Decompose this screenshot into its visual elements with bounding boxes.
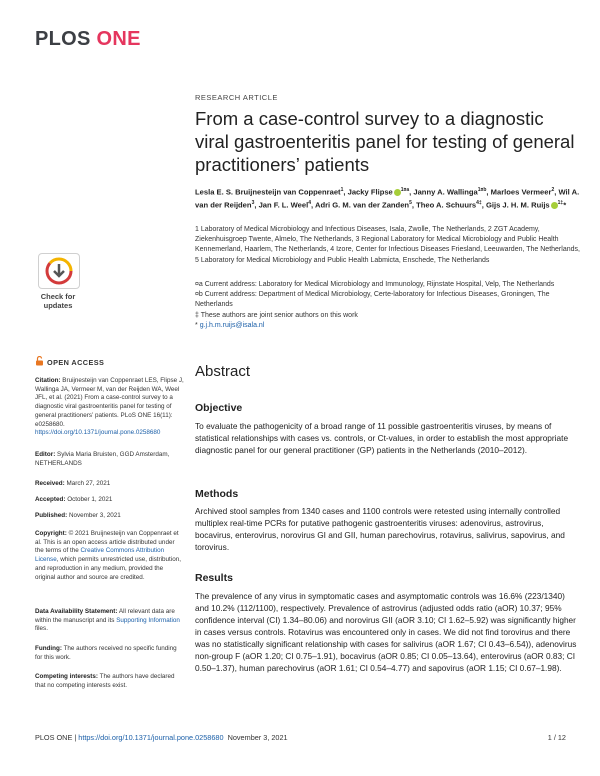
orcid-icon[interactable] <box>551 202 558 209</box>
funding-label: Funding: <box>35 645 62 652</box>
methods-heading: Methods <box>195 488 239 500</box>
open-lock-icon <box>35 356 44 365</box>
author-name: Jan F. L. Weel <box>258 200 309 210</box>
license-link[interactable]: Creative Commons Attribution License <box>35 547 165 564</box>
copyright-post: , which permits unrestricted use, distribution, and reproduction in any medium, provided the original author and source are credited. <box>35 556 181 581</box>
citation <box>35 377 185 438</box>
check-text-line1: Check for <box>40 292 76 301</box>
funding-text: The authors received no specific funding for this work. <box>35 645 177 661</box>
received-label: Received: <box>35 480 65 487</box>
objective-heading: Objective <box>195 402 243 414</box>
citation-text: Bruijnesteijn van Coppenraet LES, Flipse J, Wallinga JA, Vermeer M, van der Reijden WA, Weel JFL, et al. (2021) From a case-control survey to a diagnostic viral gastroenteritis panel for testing of general practitioners’ patients. PLoS ONE 16(11): e0258680. <box>35 377 184 428</box>
check-text-line2: updates <box>43 301 73 310</box>
author-separator: , <box>343 187 348 197</box>
journal-logo <box>35 28 141 51</box>
citation-doi-link[interactable]: https://doi.org/10.1371/journal.pone.0258680 <box>35 429 161 437</box>
footer <box>35 733 288 742</box>
editor-text: Sylvia Maria Bruisten, GGD Amsterdam, NETHERLANDS <box>35 451 170 467</box>
affiliations: 1 Laboratory of Medical Microbiology and Infectious Diseases, Isala, Zwolle, The Netherlands, 2 ZGT Academy, Ziekenhuisgroep Twente, Almelo, The Netherlands, 3 Regional Laboratory for Medical Microbiology and Public Health Kennemerland, Haarlem, The Netherlands, 4 Izore, Center for Infectious Diseases Friesland, Leeuwarden, The Netherlands, 5 Laboratory for Medical Microbiology and Public Health Labmicta, Enschede, The Netherlands <box>195 226 580 264</box>
check-for-updates-badge[interactable] <box>38 253 78 310</box>
author-affiliation-sup: 5 <box>409 200 412 207</box>
joint-senior-note: ‡ These authors are joint senior authors on this work <box>195 311 358 319</box>
email-link[interactable]: g.j.h.m.ruijs@isala.nl <box>199 321 265 329</box>
data-pre: All relevant data are within the manuscript and its <box>35 608 175 624</box>
logo-plos: PLOS <box>35 28 91 50</box>
accepted <box>35 496 185 505</box>
logo-one: ONE <box>96 28 141 50</box>
author-name: Lesla E. S. Bruijnesteijn van Coppenraet <box>195 187 341 197</box>
check-updates-icon <box>38 253 80 289</box>
author-name: Theo A. Schuurs <box>416 200 477 210</box>
published-label: Published: <box>35 512 68 519</box>
author-affiliation-sup: 3 <box>251 200 255 207</box>
author-name: Janny A. Wallinga <box>413 187 478 197</box>
citation-label: Citation: <box>35 377 61 384</box>
abstract-heading: Abstract <box>195 363 251 380</box>
author-affiliation-sup: 1¤a <box>400 187 410 193</box>
author-separator: , <box>486 187 491 197</box>
author-separator: , <box>554 187 559 197</box>
author-list <box>195 185 580 211</box>
copyright <box>35 530 185 582</box>
author-separator: , <box>481 200 486 210</box>
open-access <box>35 356 104 367</box>
author-separator: , <box>409 187 414 197</box>
article-title: From a case-control survey to a diagnostic viral gastroenteritis panel for testing of general practitioners’ patients <box>195 108 575 175</box>
competing-text: The authors have declared that no competing interests exist. <box>35 673 175 689</box>
competing-label: Competing interests: <box>35 673 98 680</box>
copyright-pre: © 2021 Bruijnesteijn van Coppenraet et al. This is an open access article distributed under the terms of the <box>35 530 179 555</box>
results-text: The prevalence of any virus in symptomatic cases and asymptomatic controls was 16.6% (223/1340) and 10.2% (112/1100), respectively. Prevalence of astrovirus (adjusted odds ratio (aOR) 10.37; 95% confidence interval (CI) 1.34–80.06) and norovirus GII (aOR 3.10; CI 1.62–5.92) was significantly higher in cases versus controls. Rotavirus was encountered only in cases. We did not find torovirus and there was no statistically significant relationship with cases for salivirus (aOR 1.67; CI 0.43–6.54)), adenovirus non-group F (aOR 1.20; CI 0.75–1.91), bocavirus (aOR 0.85; CI 0.05–13.64), enterovirus (aOR 0.83; CI 0.50–1.37), human parechovirus (aOR 1.61; CI 0.54–4.77) and sapovirus (aOR 1.15; CI 0.67–1.98). <box>195 591 577 673</box>
author-affiliation-sup: 2 <box>551 187 555 193</box>
editor-label: Editor: <box>35 451 56 458</box>
data-label: Data Availability Statement: <box>35 608 118 615</box>
open-access-label: OPEN ACCESS <box>47 358 105 367</box>
accepted-label: Accepted: <box>35 496 66 503</box>
author-name: Adri G. M. van der Zanden <box>314 200 410 210</box>
funding <box>35 645 185 662</box>
author-affiliation-sup: 4 <box>308 200 312 207</box>
received-date: March 27, 2021 <box>66 480 111 487</box>
footer-doi-link[interactable]: https://doi.org/10.1371/journal.pone.0258680 <box>78 733 224 742</box>
results-heading: Results <box>195 572 233 584</box>
author-affiliation-sup: 1‡ <box>557 200 564 207</box>
author-affiliation-sup: 4‡ <box>476 200 482 207</box>
current-address-a: ¤a Current address: Laboratory for Medical Microbiology and Immunology, Rijnstate Hospital, Velp, The Netherlands <box>195 281 555 288</box>
author-affiliation-sup: 1¤b <box>477 187 487 193</box>
author-affiliation-sup: 1 <box>340 187 344 193</box>
author-notes <box>195 280 580 331</box>
author-name: Wil A. van der Reijden <box>195 187 580 210</box>
page-number: 1 / 12 <box>547 733 566 742</box>
received <box>35 480 185 489</box>
supporting-info-link[interactable]: Supporting Information <box>116 616 180 624</box>
author-separator: , <box>411 200 417 210</box>
objective-text: To evaluate the pathogenicity of a broad range of 11 possible gastroenteritis viruses, by means of statistical relationships with cases vs. controls, or Ct-values, in order to establish the most appropriate diagnostic panel for our general practitioner (GP) patients in the Netherlands (2010–2012). <box>195 421 569 455</box>
article-type: RESEARCH ARTICLE <box>195 93 278 102</box>
copyright-label: Copyright: <box>35 530 67 537</box>
editor <box>35 451 185 468</box>
footer-date: November 3, 2021 <box>227 733 288 742</box>
author-name: Marloes Vermeer <box>490 187 552 197</box>
current-address-b: ¤b Current address: Department of Medical Microbiology, Certe-laboratory for Infectious Diseases, Groningen, The Netherlands <box>195 291 550 309</box>
corresponding-asterisk: * <box>563 200 567 210</box>
orcid-icon[interactable] <box>394 189 401 196</box>
published <box>35 512 185 521</box>
data-post: files. <box>35 625 48 633</box>
asterisk: * <box>195 321 198 329</box>
data-availability <box>35 608 185 634</box>
author-name: Gijs J. H. M. Ruijs <box>485 200 550 210</box>
author-name: Jacky Flipse <box>347 187 393 197</box>
author-separator: , <box>254 200 259 210</box>
accepted-date: October 1, 2021 <box>67 496 113 503</box>
footer-journal: PLOS ONE <box>35 733 73 742</box>
footer-separator: | <box>72 733 79 742</box>
methods-text: Archived stool samples from 1340 cases and 1100 controls were retested using internally controlled multiplex real-time PCRs for putative pathogenic gastroenteritis viruses: adenovirus, astrovirus, bocavirus, enterovirus, norovirus GI and GII, human parechovirus, rotavirus, salivirus, sapovirus, and torovirus. <box>195 506 565 552</box>
published-date: November 3, 2021 <box>68 512 121 519</box>
correspondence <box>195 321 580 331</box>
author-separator: , <box>311 200 315 210</box>
competing-interests <box>35 673 185 690</box>
